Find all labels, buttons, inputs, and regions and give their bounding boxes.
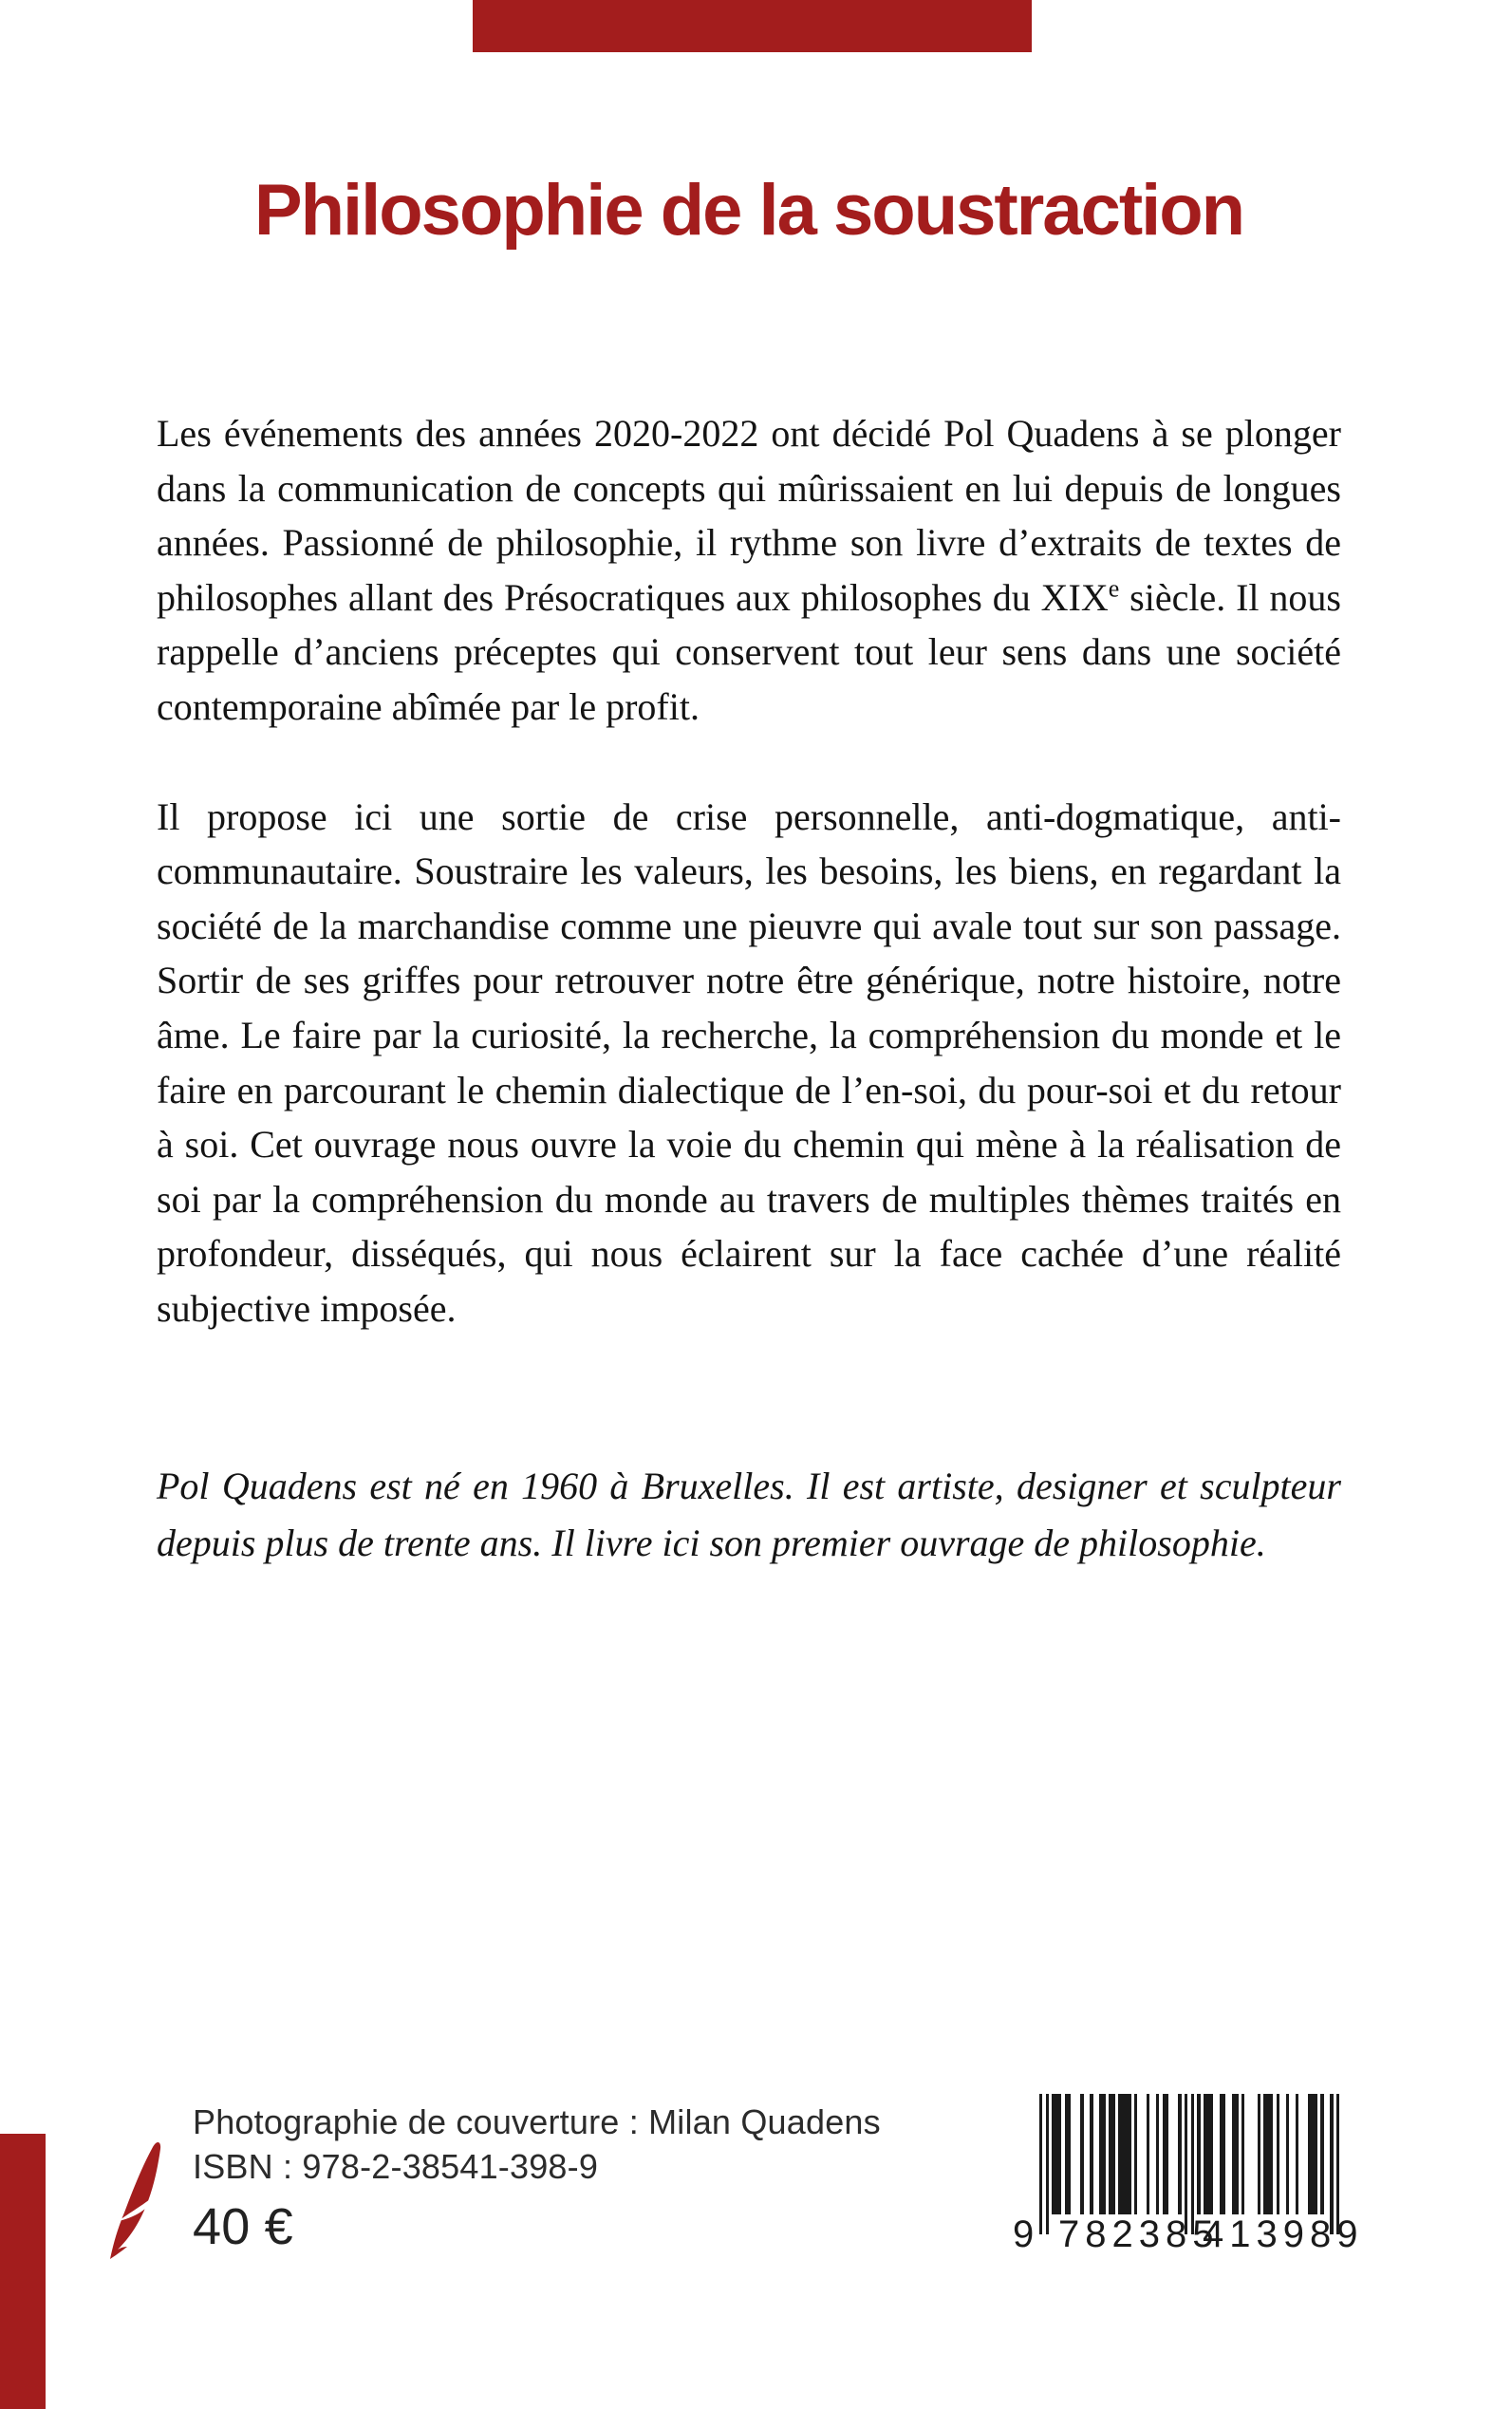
barcode-digit-prefix: 9	[1013, 2213, 1035, 2255]
cover-photo-credit: Photographie de couverture : Milan Quadens	[193, 2102, 881, 2141]
barcode-digits-right-group: 413989	[1203, 2213, 1364, 2255]
synopsis-paragraph-2: Il propose ici une sortie de crise personnelle, anti-dogmatique, anti-communautaire. Soustraire les valeurs, les besoins, les biens, en regardant la société de la marchandise comme une pieuvre qui avale tout sur son passage. Sortir de ses griffes pour retrouver notre être générique, notre histoire, notre âme. Le faire par la curiosité, la recherche, la compréhension du monde et le faire en parcourant le chemin dialectique de l’en-soi, du pour-soi et du retour à soi. Cet ouvrage nous ouvre la voie du chemin qui mène à la réalisation de soi par la compréhension du monde au travers de multiples thèmes traités en profondeur, disséqués, qui nous éclairent sur la face cachée d’une réalité subjective imposée.	[157, 794, 1341, 1330]
price: 40 €	[193, 2198, 293, 2255]
century-superscript: e	[1108, 574, 1120, 603]
synopsis-text-column	[157, 406, 1341, 1572]
spine-red-bar	[0, 2134, 46, 2409]
isbn-line: ISBN : 978-2-38541-398-9	[193, 2147, 599, 2186]
page-title: Philosophie de la soustraction	[253, 170, 1244, 251]
synopsis-paragraph-1-text: Les événements des années 2020-2022 ont décidé Pol Quadens à se plonger dans la communication de concepts qui mûrissaient en lui depuis de longues années. Passionné de philosophie, il rythme son livre d’extraits de textes de philosophes allant des Présocratiques aux philosophes du XIX	[157, 412, 1341, 619]
author-bio-paragraph: Pol Quadens est né en 1960 à Bruxelles. Il est artiste, designer et sculpteur depuis plus de trente ans. Il livre ici son premier ouvrage de philosophie.	[157, 1464, 1341, 1564]
publisher-feather-icon	[106, 2136, 163, 2259]
barcode-digits-left-group: 782385	[1058, 2213, 1220, 2255]
credits-block	[193, 2100, 881, 2255]
synopsis-paragraph-1	[157, 406, 1341, 735]
synopsis-paragraph-1-continued: siècle. Il nous rappelle d’anciens préceptes qui conservent tout leur sens dans une société contemporaine abîmée par le profit.	[157, 575, 1341, 728]
ean13-barcode	[1013, 2094, 1364, 2257]
top-red-banner	[473, 0, 1032, 52]
